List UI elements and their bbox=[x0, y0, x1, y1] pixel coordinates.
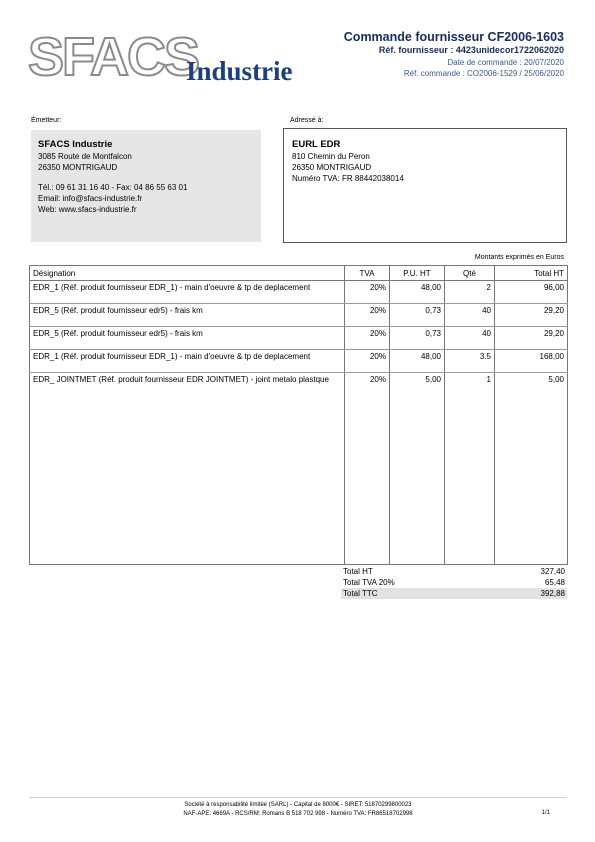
document-title: Commande fournisseur CF2006-1603 bbox=[343, 30, 564, 44]
total-tva-value: 65,48 bbox=[544, 578, 565, 587]
footer-line2: NAF-APE: 4669A - RCS/RM: Romans B 518 702 998 - Numéro TVA: FR86518702998 bbox=[183, 811, 413, 817]
cell-designation: EDR_1 (Réf. produit fournisseur EDR_1) - main d'oeuvre & tp de deplacement bbox=[30, 349, 345, 372]
recipient-label: Adressé à: bbox=[290, 117, 324, 124]
document-header bbox=[344, 30, 564, 79]
legal-footer bbox=[29, 801, 567, 819]
total-tva-label: Total TVA 20% bbox=[343, 578, 395, 587]
total-ht-value: 327,40 bbox=[540, 567, 565, 576]
total-tva-row bbox=[341, 577, 567, 588]
cell-unit-price: 48,00 bbox=[390, 281, 445, 304]
emitter-label: Émetteur: bbox=[31, 117, 62, 124]
cell-tva: 20% bbox=[345, 372, 390, 394]
cell-unit-price: 0,73 bbox=[390, 303, 445, 326]
cell-quantity: 1 bbox=[445, 372, 495, 394]
recipient-name: EURL EDR bbox=[292, 139, 341, 150]
cell-quantity: 3.5 bbox=[445, 349, 495, 372]
currency-note: Montants exprimés en Euros bbox=[474, 254, 564, 261]
column-header-quantity: Qté bbox=[445, 266, 495, 281]
emitter-email: Email: info@sfacs-industrie.fr bbox=[38, 194, 143, 203]
cell-total: 5,00 bbox=[495, 372, 568, 394]
column-header-total: Total HT bbox=[495, 266, 568, 281]
emitter-phone: Tél.: 09 61 31 16 40 - Fax: 04 86 55 63 01 bbox=[38, 183, 188, 192]
order-reference: Réf. commande : CO2006-1529 / 25/06/2020 bbox=[403, 69, 564, 78]
total-ht-row bbox=[341, 566, 567, 577]
total-ttc-row bbox=[341, 588, 567, 599]
cell-tva: 20% bbox=[345, 281, 390, 304]
total-ht-label: Total HT bbox=[343, 567, 373, 576]
order-date: Date de commande : 20/07/2020 bbox=[447, 58, 564, 67]
supplier-reference: Réf. fournisseur : 4423unidecor1722062020 bbox=[378, 45, 564, 55]
table-row bbox=[30, 349, 568, 372]
cell-designation: EDR_ JOINTMET (Réf. produit fournisseur EDR JOINTMET) - joint metalo plastque bbox=[30, 372, 345, 394]
emitter-website: Web: www.sfacs-industrie.fr bbox=[38, 205, 137, 214]
column-header-designation: Désignation bbox=[30, 266, 345, 281]
cell-quantity: 40 bbox=[445, 326, 495, 349]
table-header-row bbox=[30, 266, 568, 281]
cell-tva: 20% bbox=[345, 349, 390, 372]
recipient-address-line2: 26350 MONTRIGAUD bbox=[292, 163, 372, 172]
table-filler-row bbox=[30, 395, 568, 565]
cell-total: 29,20 bbox=[495, 303, 568, 326]
totals-block bbox=[341, 566, 567, 599]
cell-quantity: 2 bbox=[445, 281, 495, 304]
cell-unit-price: 0,73 bbox=[390, 326, 445, 349]
total-ttc-label: Total TTC bbox=[343, 589, 378, 598]
cell-designation: EDR_1 (Réf. produit fournisseur EDR_1) - main d'oeuvre & tp de deplacement bbox=[30, 281, 345, 304]
emitter-address-line2: 26350 MONTRIGAUD bbox=[38, 163, 118, 172]
page-number: 1/1 bbox=[541, 810, 550, 816]
cell-tva: 20% bbox=[345, 303, 390, 326]
table-row bbox=[30, 281, 568, 304]
emitter-name: SFACS Industrie bbox=[38, 139, 113, 150]
table-row bbox=[30, 372, 568, 394]
cell-designation: EDR_5 (Réf. produit fournisseur edr5) - frais km bbox=[30, 303, 345, 326]
cell-quantity: 40 bbox=[445, 303, 495, 326]
cell-total: 168,00 bbox=[495, 349, 568, 372]
company-logo bbox=[28, 27, 318, 87]
order-lines-table bbox=[29, 265, 568, 565]
column-header-tva: TVA bbox=[345, 266, 390, 281]
total-ttc-value: 392,88 bbox=[540, 589, 565, 598]
recipient-address-line1: 810 Chemin du Peron bbox=[292, 152, 370, 161]
cell-total: 96,00 bbox=[495, 281, 568, 304]
cell-unit-price: 5,00 bbox=[390, 372, 445, 394]
logo-brand: SFACS bbox=[28, 27, 199, 87]
column-header-unit-price: P.U. HT bbox=[390, 266, 445, 281]
footer-line1: Société à responsabilité limitée (SARL) - Capital de 8000€ - SIRET: 51870299800023 bbox=[184, 802, 412, 808]
cell-designation: EDR_5 (Réf. produit fournisseur edr5) - frais km bbox=[30, 326, 345, 349]
table-row bbox=[30, 303, 568, 326]
cell-tva: 20% bbox=[345, 326, 390, 349]
emitter-box bbox=[31, 130, 261, 242]
recipient-box bbox=[283, 128, 567, 243]
cell-total: 29,20 bbox=[495, 326, 568, 349]
emitter-address-line1: 3085 Route de Montfalcon bbox=[38, 152, 132, 161]
logo-suffix: Industrie bbox=[186, 56, 293, 86]
footer-divider bbox=[29, 797, 567, 798]
cell-unit-price: 48,00 bbox=[390, 349, 445, 372]
table-row bbox=[30, 326, 568, 349]
recipient-vat: Numéro TVA: FR 88442038014 bbox=[292, 174, 404, 183]
